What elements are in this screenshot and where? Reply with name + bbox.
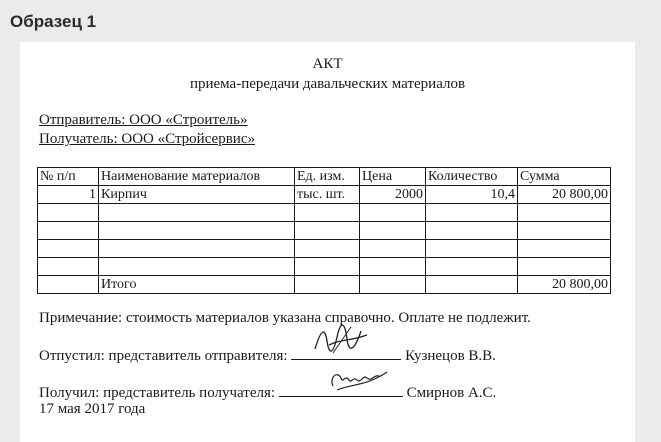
table-total-row (38, 276, 611, 294)
cell-name: Кирпич (99, 186, 295, 204)
col-header-name: Наименование материалов (99, 168, 295, 186)
table-row (38, 258, 611, 276)
cell-unit: тыс. шт. (295, 186, 360, 204)
document-page (20, 42, 635, 442)
note-text: Примечание: стоимость материалов указана справочно. Оплате не подлежит. (39, 310, 531, 326)
materials-table (37, 167, 611, 294)
sender-line: Отправитель: ООО «Строитель» (39, 112, 248, 128)
table-header-row (38, 168, 611, 186)
released-signature-line (39, 345, 496, 365)
cell-price: 2000 (360, 186, 426, 204)
col-header-sum: Сумма (518, 168, 611, 186)
col-header-unit: Ед. изм. (295, 168, 360, 186)
cell-number: 1 (38, 186, 99, 204)
receiver-line: Получатель: ООО «Стройсервис» (39, 131, 255, 147)
cell-sum: 20 800,00 (518, 186, 611, 204)
col-header-price: Цена (360, 168, 426, 186)
signature-image (327, 364, 391, 396)
total-label: Итого (99, 276, 295, 294)
signature-blank (291, 345, 401, 360)
received-signature-line (39, 382, 496, 402)
total-sum: 20 800,00 (518, 276, 611, 294)
col-header-number: № п/п (38, 168, 99, 186)
released-label: Отпустил: представитель отправителя: (39, 348, 288, 364)
document-title: АКТ (312, 56, 343, 72)
received-name: Смирнов А.С. (406, 385, 497, 401)
signature-blank (279, 382, 403, 397)
released-name: Кузнецов В.В. (405, 348, 496, 364)
col-header-quantity: Количество (426, 168, 518, 186)
cell-quantity: 10,4 (426, 186, 518, 204)
table-row (38, 186, 611, 204)
table-row (38, 204, 611, 222)
received-label: Получил: представитель получателя: (39, 385, 276, 401)
table-row (38, 240, 611, 258)
sample-label: Образец 1 (10, 12, 97, 31)
document-date: 17 мая 2017 года (39, 401, 146, 417)
signature-image (311, 319, 371, 359)
document-subtitle: приема-передачи давальческих материалов (189, 76, 466, 92)
table-row (38, 222, 611, 240)
